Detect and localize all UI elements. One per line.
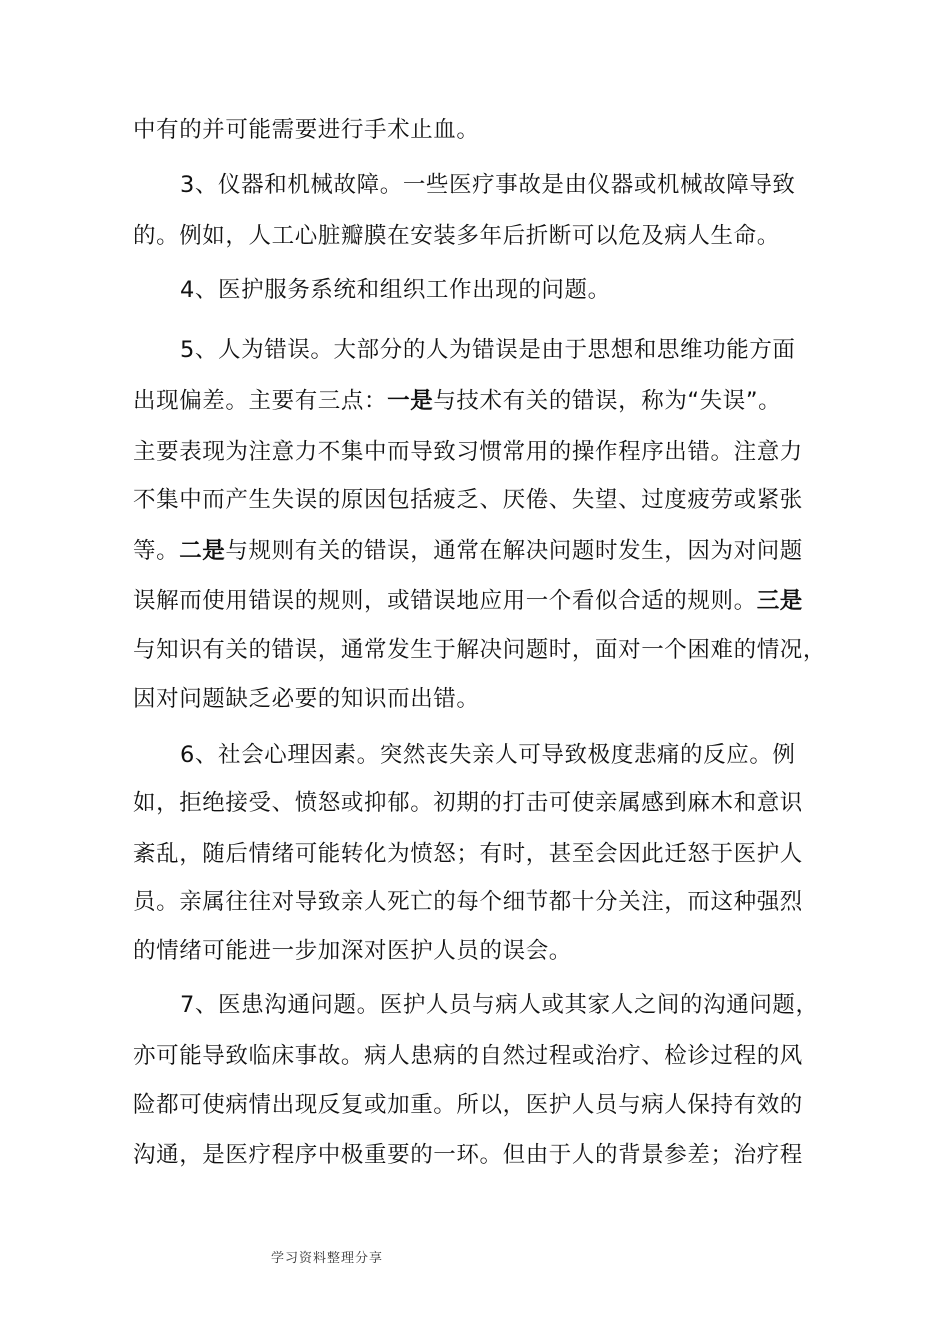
text-line: 因对问题缺乏必要的知识而出错。 <box>133 686 480 712</box>
emphasis-third: 三是 <box>756 588 803 614</box>
paragraph-start-6: 6、社会心理因素。突然丧失亲人可导致极度悲痛的反应。例 <box>180 742 796 768</box>
paragraph-start-4: 4、医护服务系统和组织工作出现的问题。 <box>180 277 611 303</box>
text-run: 等。 <box>133 538 180 564</box>
text-run: 出现偏差。主要有三点： <box>133 388 388 414</box>
text-line <box>133 586 803 616</box>
text-line: 险都可使病情出现反复或加重。所以，医护人员与病人保持有效的 <box>133 1092 803 1118</box>
paragraph-start-5: 5、人为错误。大部分的人为错误是由于思想和思维功能方面 <box>180 337 796 363</box>
text-line: 亦可能导致临床事故。病人患病的自然过程或治疗、检诊过程的风 <box>133 1043 803 1069</box>
text-line: 员。亲属往往对导致亲人死亡的每个细节都十分关注，而这种强烈 <box>133 889 803 915</box>
text-run: 误解而使用错误的规则，或错误地应用一个看似合适的规则。 <box>133 588 757 614</box>
text-run: 与规则有关的错误，通常在解决问题时发生，因为对问题 <box>225 538 803 564</box>
text-line <box>133 386 781 416</box>
text-run: 与技术有关的错误，称为“失误”。 <box>433 388 782 414</box>
emphasis-first: 一是 <box>387 388 434 414</box>
text-line: 与知识有关的错误，通常发生于解决问题时，面对一个困难的情况， <box>133 637 827 663</box>
text-line: 中有的并可能需要进行手术止血。 <box>133 117 480 143</box>
text-line: 沟通，是医疗程序中极重要的一环。但由于人的背景参差；治疗程 <box>133 1142 803 1168</box>
text-line: 紊乱，随后情绪可能转化为愤怒；有时，甚至会因此迁怒于医护人 <box>133 841 803 867</box>
page-footer: 学习资料整理分享 <box>271 1251 384 1266</box>
text-line: 如，拒绝接受、愤怒或抑郁。初期的打击可使亲属感到麻木和意识 <box>133 790 803 816</box>
text-line: 的情绪可能进一步加深对医护人员的误会。 <box>133 938 572 964</box>
paragraph-start-7: 7、医患沟通问题。医护人员与病人或其家人之间的沟通问题， <box>180 992 819 1018</box>
paragraph-start-3: 3、仪器和机械故障。一些医疗事故是由仪器或机械故障导致 <box>180 172 796 198</box>
text-line: 主要表现为注意力不集中而导致习惯常用的操作程序出错。注意力 <box>133 439 803 465</box>
emphasis-second: 二是 <box>179 538 226 564</box>
text-line <box>133 536 803 566</box>
text-line: 不集中而产生失误的原因包括疲乏、厌倦、失望、过度疲劳或紧张 <box>133 487 803 513</box>
text-line: 的。例如，人工心脏瓣膜在安装多年后折断可以危及病人生命。 <box>133 223 780 249</box>
